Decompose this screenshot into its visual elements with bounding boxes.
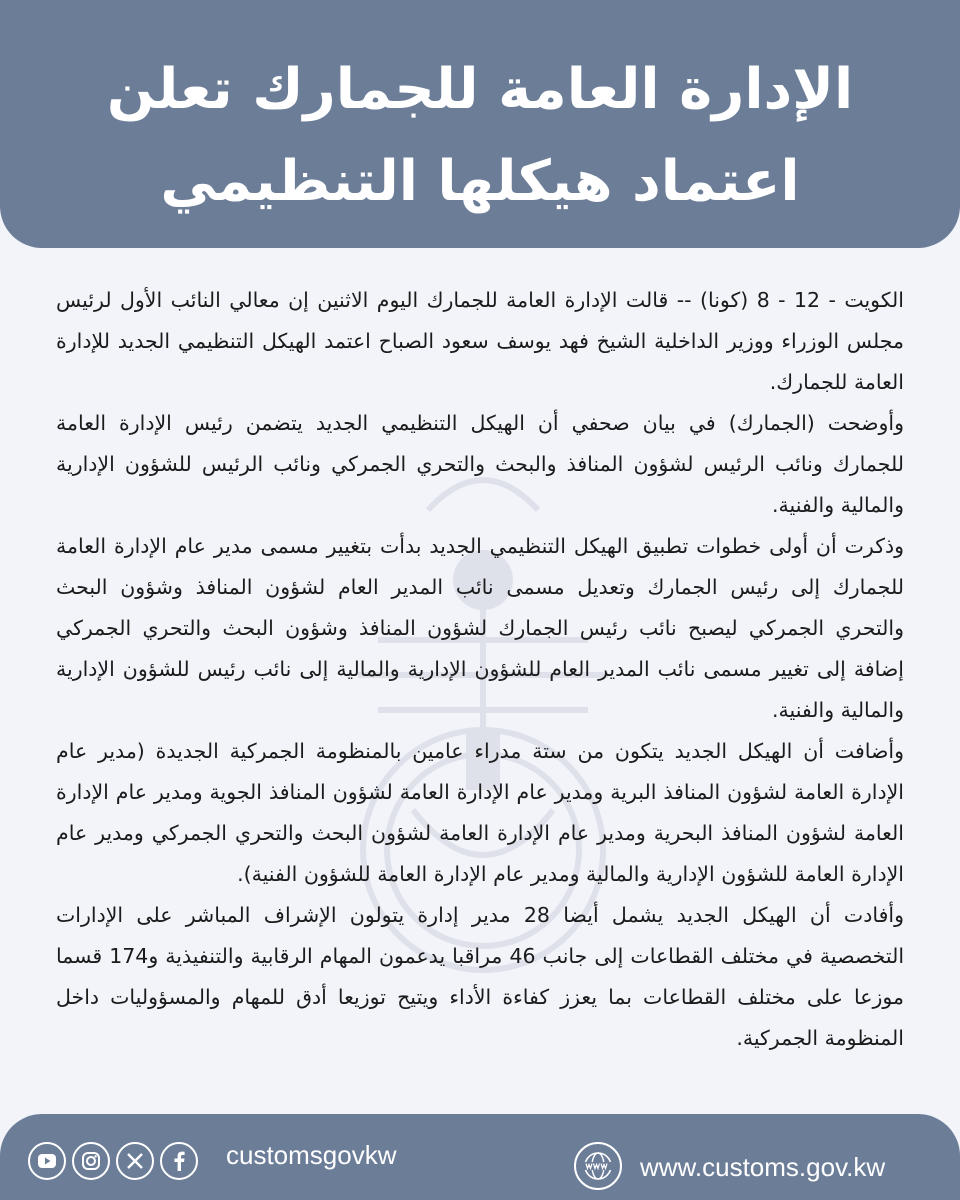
- social-handle[interactable]: customsgovkw: [226, 1140, 397, 1170]
- facebook-icon[interactable]: [160, 1142, 198, 1180]
- website-link[interactable]: www.customs.gov.kw: [640, 1152, 886, 1182]
- youtube-icon[interactable]: [28, 1142, 66, 1180]
- social-icons: [28, 1142, 198, 1182]
- header-banner: [0, 0, 960, 248]
- globe-www-icon: [574, 1142, 622, 1190]
- page-title: الإدارة العامة للجمارك تعلن اعتماد هيكلها التنظيمي: [106, 57, 854, 214]
- paragraph: وذكرت أن أولى خطوات تطبيق الهيكل التنظيمي الجديد بدأت بتغيير مسمى مدير عام الإدارة العامة للجمارك إلى رئيس الجمارك وتعديل مسمى نائب المدير العام لشؤون المنافذ وشؤون البحث والتحري الجمركي ليصبح نائب رئيس الجمارك لشؤون المنافذ وشؤون البحث والتحري الجمركي إضافة إلى تغيير مسمى نائب المدير العام للشؤون الإدارية والمالية إلى نائب رئيس للشؤون الإدارية والمالية والفنية.: [56, 534, 904, 722]
- paragraph: وأضافت أن الهيكل الجديد يتكون من ستة مدراء عامين بالمنظومة الجمركية الجديدة (مدير عام الإدارة العامة لشؤون المنافذ البرية ومدير عام الإدارة العامة لشؤون المنافذ الجوية ومدير عام الإدارة العامة لشؤون المنافذ البحرية ومدير عام الإدارة العامة لشؤون البحث والتحري الجمركي ومدير عام الإدارة العامة للشؤون الإدارية والمالية ومدير عام الإدارة العامة للشؤون الفنية).: [56, 739, 904, 886]
- paragraph: الكويت - 12 - 8 (كونا) -- قالت الإدارة العامة للجمارك اليوم الاثنين إن معالي النائب الأول لرئيس مجلس الوزراء ووزير الداخلية الشيخ فهد يوسف سعود الصباح اعتمد الهيكل التنظيمي الجديد للإدارة العامة للجمارك.: [56, 288, 905, 394]
- article-body: [56, 280, 904, 1059]
- x-icon[interactable]: [116, 1142, 154, 1180]
- footer-bar: [0, 1114, 960, 1200]
- paragraph: وأفادت أن الهيكل الجديد يشمل أيضا 28 مدير إدارة يتولون الإشراف المباشر على الإدارات التخصصية في مختلف القطاعات إلى جانب 46 مراقبا يدعمون المهام الرقابية والتنفيذية و174 قسما موزعا على مختلف القطاعات بما يعزز كفاءة الأداء ويتيح توزيعا أدق للمهام والمسؤوليات داخل المنظومة الجمركية.: [56, 903, 905, 1050]
- paragraph: وأوضحت (الجمارك) في بيان صحفي أن الهيكل التنظيمي الجديد يتضمن رئيس الإدارة العامة للجمارك ونائب الرئيس لشؤون المنافذ والبحث والتحري الجمركي ونائب الرئيس للشؤون الإدارية والمالية والفنية.: [56, 411, 904, 517]
- instagram-icon[interactable]: [72, 1142, 110, 1180]
